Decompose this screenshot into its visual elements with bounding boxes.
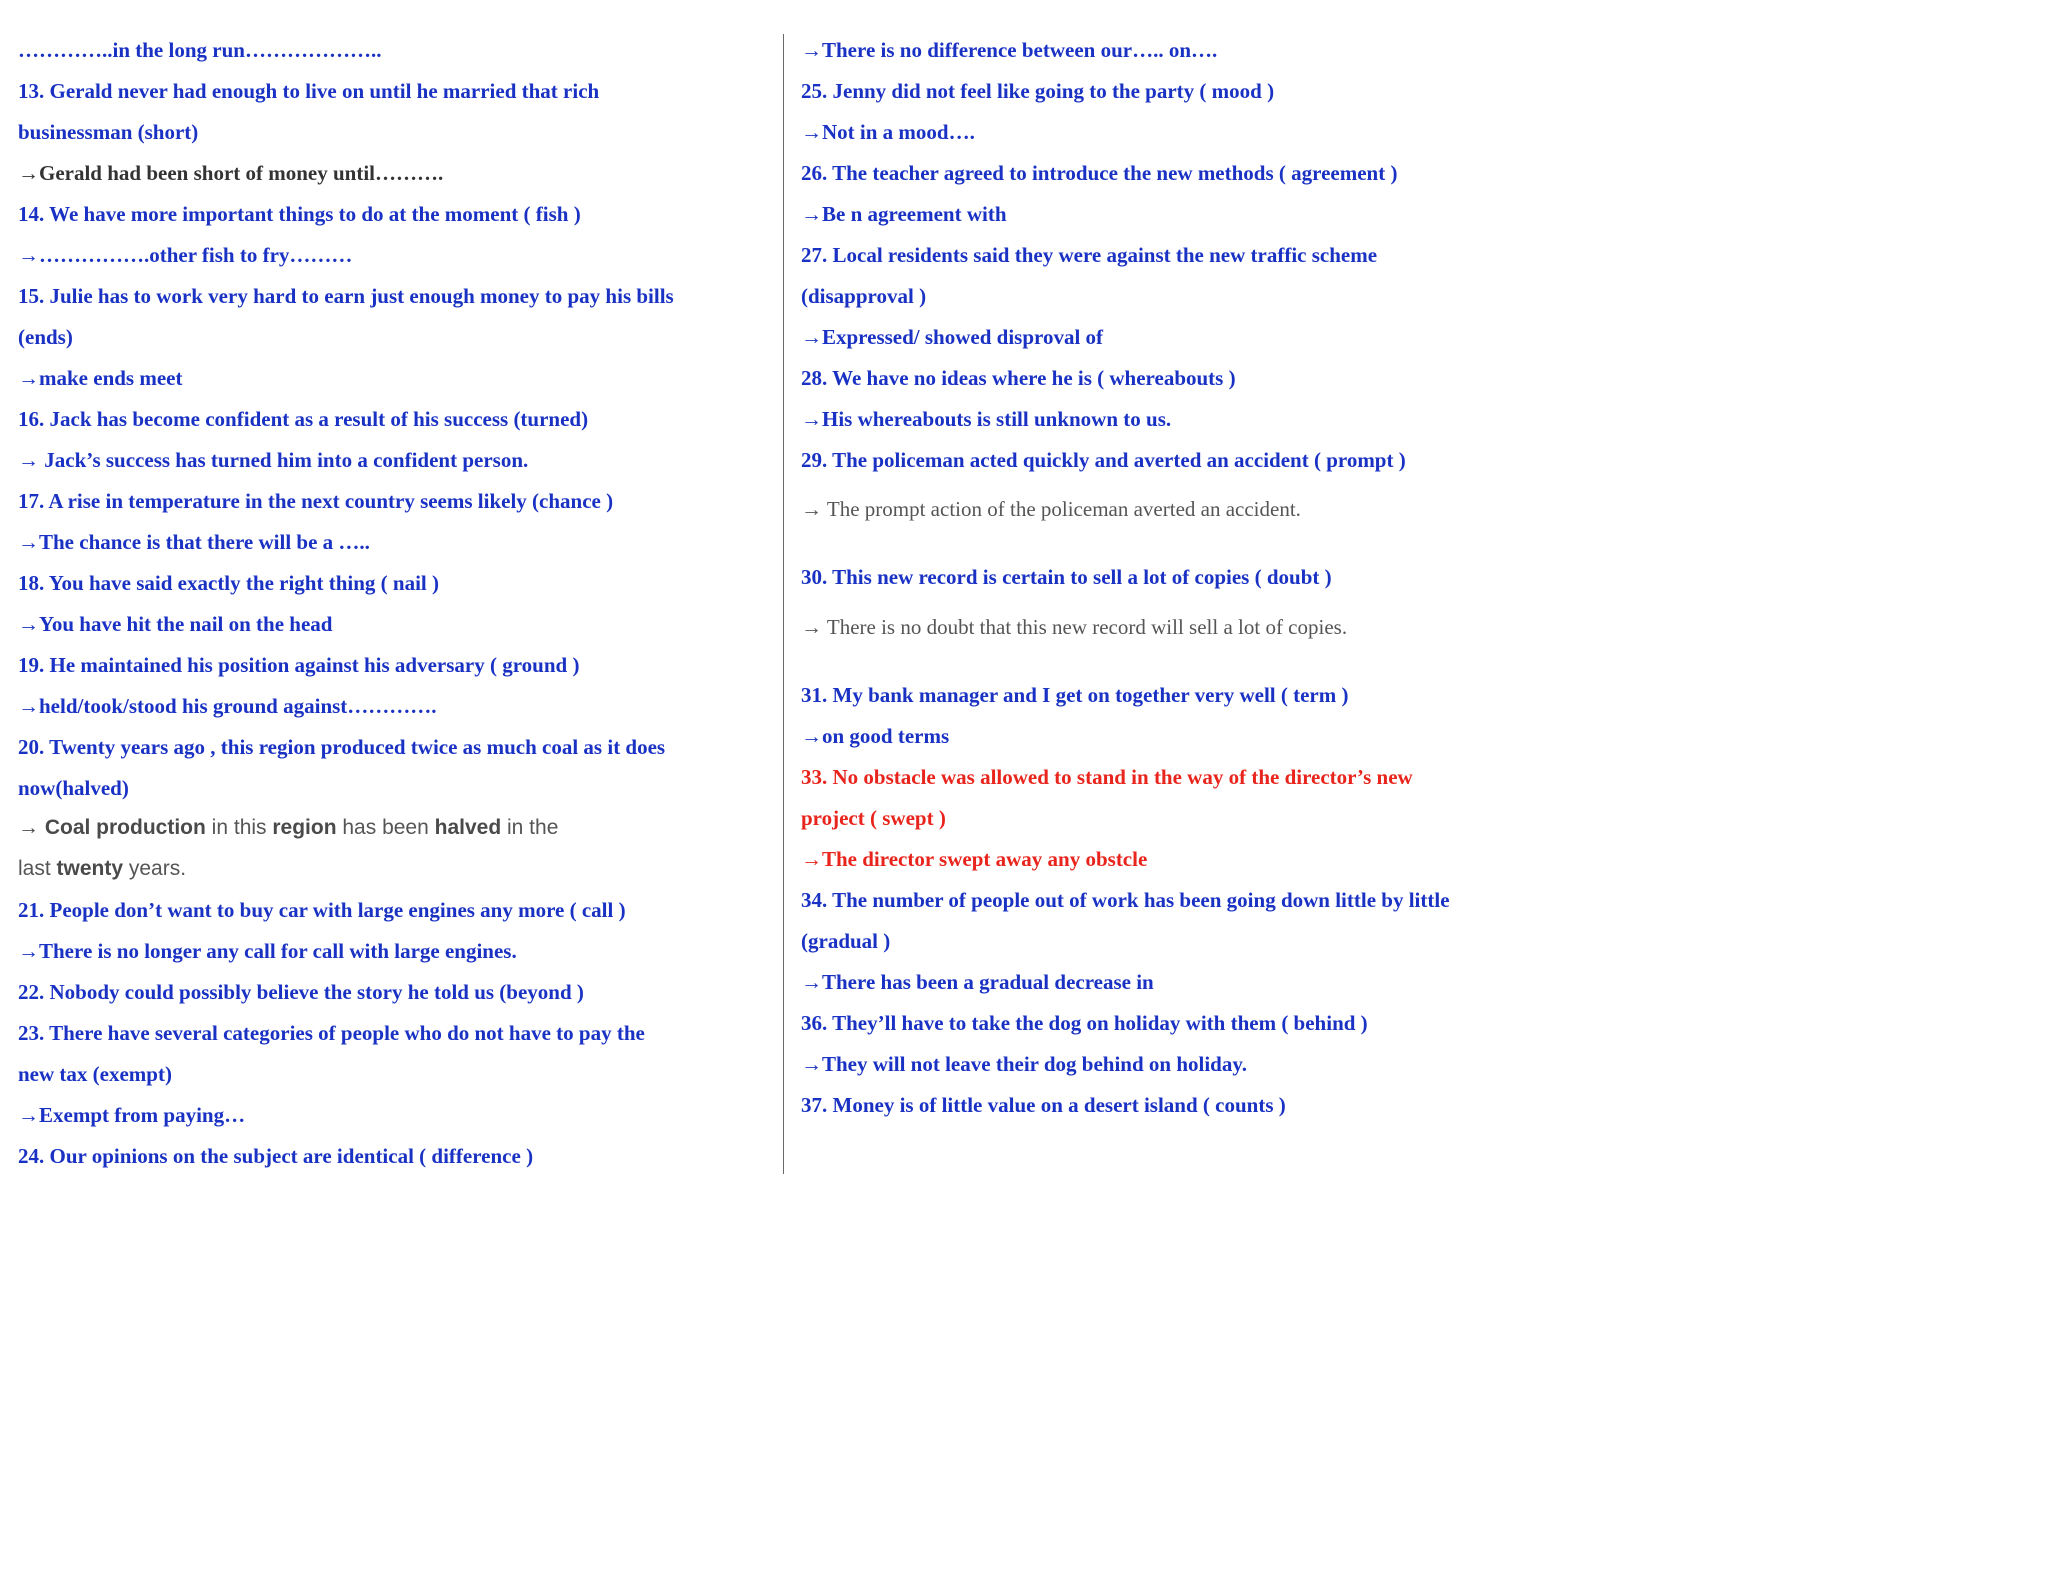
text-line: 16. Jack has become confident as a result of his success (turned)	[18, 407, 589, 431]
text-line: 15. Julie has to work very hard to earn just enough money to pay his bills	[18, 284, 674, 308]
text-segment: last	[18, 857, 57, 880]
text-line: 30. This new record is certain to sell a lot of copies ( doubt )	[801, 565, 1332, 589]
text-line: 14. We have more important things to do at the moment ( fish )	[18, 202, 581, 226]
text-line: 20. Twenty years ago , this region produced twice as much coal as it does	[18, 735, 666, 759]
text-line: →The director swept away any obstcle	[801, 847, 1148, 871]
text-line: →Gerald had been short of money until……….	[18, 161, 444, 185]
text-line: 31. My bank manager and I get on together very well ( term )	[801, 683, 1349, 707]
answer-line-coal	[18, 815, 558, 841]
text-line: 25. Jenny did not feel like going to the party ( mood )	[801, 79, 1275, 103]
bold-phrase: region	[272, 816, 337, 839]
text-line: 17. A rise in temperature in the next country seems likely (chance )	[18, 489, 614, 513]
text-line: →Not in a mood….	[801, 120, 975, 144]
text-line: →Exempt from paying…	[18, 1103, 246, 1127]
text-line: 13. Gerald never had enough to live on until he married that rich	[18, 79, 600, 103]
text-segment: years.	[123, 857, 187, 880]
bold-phrase: twenty	[56, 857, 124, 880]
text-line: 26. The teacher agreed to introduce the new methods ( agreement )	[801, 161, 1398, 185]
text-line: 27. Local residents said they were against the new traffic scheme	[801, 243, 1378, 267]
text-line: 23. There have several categories of people who do not have to pay the	[18, 1021, 645, 1045]
text-line: →make ends meet	[18, 366, 183, 390]
text-line: →There is no longer any call for call with large engines.	[18, 939, 517, 963]
text-line: businessman (short)	[18, 120, 199, 144]
text-line: 21. People don’t want to buy car with large engines any more ( call )	[18, 898, 626, 922]
answer-line-coal-cont	[18, 856, 186, 882]
text-line: 24. Our opinions on the subject are identical ( difference )	[18, 1144, 534, 1168]
text-line: 33. No obstacle was allowed to stand in the way of the director’s new	[801, 765, 1413, 789]
text-line: 22. Nobody could possibly believe the story he told us (beyond )	[18, 980, 584, 1004]
text-line: …………..in the long run………………..	[18, 38, 382, 62]
text-line: 34. The number of people out of work has been going down little by little	[801, 888, 1450, 912]
text-line: 29. The policeman acted quickly and averted an accident ( prompt )	[801, 448, 1406, 472]
text-segment: has been	[336, 816, 435, 839]
text-line: →They will not leave their dog behind on holiday.	[801, 1052, 1247, 1076]
text-line: new tax (exempt)	[18, 1062, 172, 1086]
text-line: 19. He maintained his position against his adversary ( ground )	[18, 653, 580, 677]
text-line: →His whereabouts is still unknown to us.	[801, 407, 1172, 431]
text-line: →Expressed/ showed disproval of	[801, 325, 1104, 349]
text-line: →on good terms	[801, 724, 950, 748]
text-line: (disapproval )	[801, 284, 927, 308]
text-segment: in this	[205, 816, 273, 839]
text-line: → Jack’s success has turned him into a confident person.	[18, 448, 529, 472]
text-line: →There is no difference between our….. on….	[801, 38, 1218, 62]
bold-phrase: halved	[434, 816, 502, 839]
arrow-glyph: →	[18, 816, 45, 839]
text-line: → The prompt action of the policeman averted an accident.	[801, 497, 1301, 521]
text-line: →There has been a gradual decrease in	[801, 970, 1154, 994]
text-line: → There is no doubt that this new record will sell a lot of copies.	[801, 615, 1348, 639]
text-line: 36. They’ll have to take the dog on holiday with them ( behind )	[801, 1011, 1368, 1035]
text-line: 28. We have no ideas where he is ( whereabouts )	[801, 366, 1236, 390]
text-segment: in the	[501, 816, 559, 839]
text-line: (gradual )	[801, 929, 891, 953]
text-line: (ends)	[18, 325, 73, 349]
text-line: →Be n agreement with	[801, 202, 1007, 226]
bold-phrase: Coal production	[44, 816, 206, 839]
text-line: now(halved)	[18, 776, 129, 800]
text-line: →The chance is that there will be a …..	[18, 530, 370, 554]
text-line: →held/took/stood his ground against………….	[18, 694, 437, 718]
text-line: project ( swept )	[801, 806, 946, 830]
text-line: 18. You have said exactly the right thing ( nail )	[18, 571, 439, 595]
text-line: →…………….other fish to fry………	[18, 243, 353, 267]
column-divider	[783, 34, 784, 1174]
text-line: →You have hit the nail on the head	[18, 612, 333, 636]
text-line: 37. Money is of little value on a desert island ( counts )	[801, 1093, 1286, 1117]
